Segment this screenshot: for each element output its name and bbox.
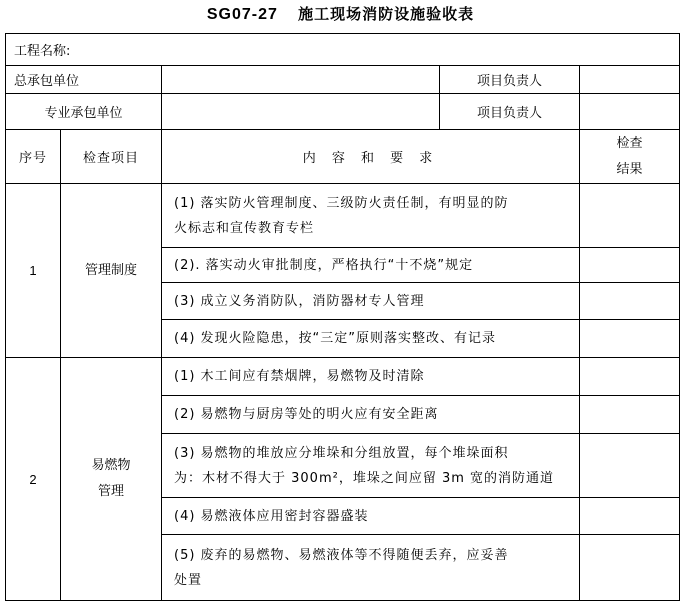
requirement-cell	[162, 396, 580, 434]
specialty-contractor-row	[6, 94, 680, 130]
requirement-cell	[162, 535, 580, 601]
requirement-line2: 为：木材不得大于 300m²，堆垛之间应留 3m 宽的消防通道	[174, 470, 555, 486]
form-code: SG07-27	[206, 6, 278, 23]
header-result	[580, 130, 680, 184]
result-cell[interactable]	[580, 434, 680, 498]
requirement-line1: (1) 木工间应有禁烟牌，易燃物及时清除	[174, 369, 425, 384]
page-title	[0, 3, 681, 29]
requirement-cell	[162, 184, 580, 248]
requirement-line2: 火标志和宣传教育专栏	[174, 220, 315, 236]
section-name-line1: 易燃物	[91, 458, 131, 473]
general-contractor-label: 总承包单位	[6, 66, 162, 94]
header-result-line1: 检查	[616, 135, 643, 151]
header-seq: 序号	[6, 130, 61, 184]
requirement-cell	[162, 320, 580, 358]
header-row	[6, 130, 680, 184]
project-manager-label-1: 项目负责人	[440, 66, 580, 94]
result-cell[interactable]	[580, 535, 680, 601]
table-row	[6, 358, 680, 396]
section-name	[61, 184, 162, 358]
project-manager-value-2[interactable]	[580, 94, 680, 130]
general-contractor-value[interactable]	[162, 66, 440, 94]
requirement-line1: (2). 落实动火审批制度，严格执行“十不烧”规定	[174, 257, 474, 273]
requirement-cell	[162, 498, 580, 535]
project-name-row	[6, 34, 680, 66]
section-name-line2: 管理	[97, 484, 124, 499]
result-cell[interactable]	[580, 358, 680, 396]
requirement-line1: (3) 易燃物的堆放应分堆垛和分组放置，每个堆垛面积	[174, 445, 509, 461]
requirement-line1: (4) 发现火险隐患，按“三定”原则落实整改、有记录	[174, 331, 497, 346]
section-number: 1	[6, 184, 61, 358]
form-title: 施工现场消防设施验收表	[298, 5, 475, 23]
header-result-line2: 结果	[616, 161, 643, 177]
section-name	[61, 358, 162, 601]
requirement-cell	[162, 283, 580, 320]
requirement-cell	[162, 248, 580, 283]
requirement-cell	[162, 358, 580, 396]
general-contractor-row	[6, 66, 680, 94]
project-manager-label-2: 项目负责人	[440, 94, 580, 130]
result-cell[interactable]	[580, 396, 680, 434]
requirement-line1: (1) 落实防火管理制度、三级防火责任制，有明显的防	[174, 195, 509, 211]
section-number: 2	[6, 358, 61, 601]
requirement-line1: (5) 废弃的易燃物、易燃液体等不得随便丢弃，应妥善	[174, 547, 509, 563]
header-item: 检查项目	[61, 130, 162, 184]
result-cell[interactable]	[580, 184, 680, 248]
requirement-line1: (4) 易燃液体应用密封容器盛装	[174, 508, 369, 524]
project-name-label: 工程名称:	[6, 34, 680, 66]
project-manager-value-1[interactable]	[580, 66, 680, 94]
requirement-line1: (2) 易燃物与厨房等处的明火应有安全距离	[174, 407, 439, 422]
result-cell[interactable]	[580, 320, 680, 358]
result-cell[interactable]	[580, 498, 680, 535]
inspection-table	[5, 33, 680, 601]
requirement-line1: (3) 成立义务消防队，消防器材专人管理	[174, 293, 425, 309]
result-cell[interactable]	[580, 283, 680, 320]
section-name-line1: 管理制度	[84, 262, 137, 278]
specialty-contractor-label: 专业承包单位	[6, 94, 162, 130]
table-row	[6, 184, 680, 248]
requirement-line2: 处置	[174, 572, 203, 588]
specialty-contractor-value[interactable]	[162, 94, 440, 130]
requirement-cell	[162, 434, 580, 498]
result-cell[interactable]	[580, 248, 680, 283]
header-content: 内 容 和 要 求	[162, 130, 580, 184]
